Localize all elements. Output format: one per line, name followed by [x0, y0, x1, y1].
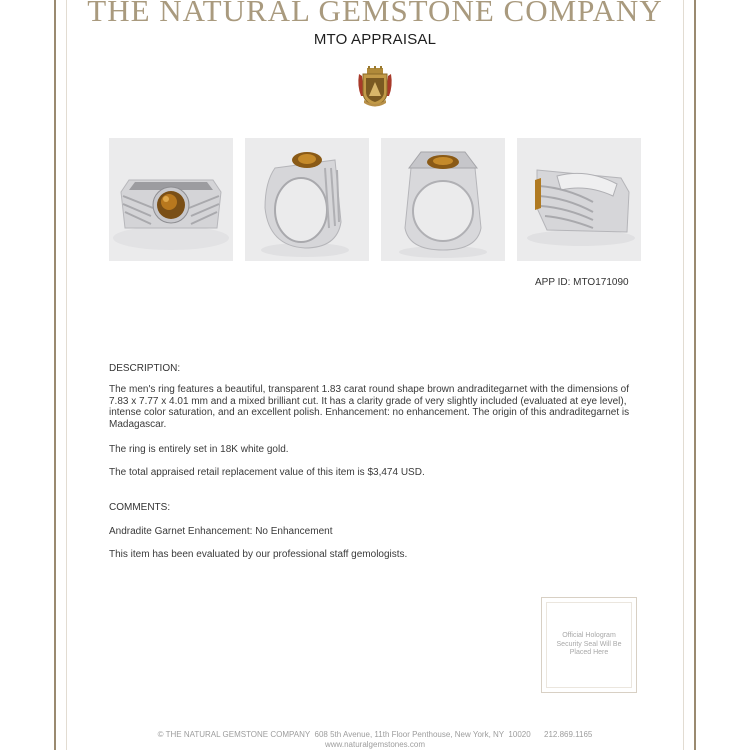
hologram-seal-text: Official Hologram Security Seal Will Be Placed Here: [546, 602, 632, 688]
page-border-outer-left: [54, 0, 56, 750]
appraisal-id: APP ID: MTO171090: [535, 277, 629, 288]
company-crest-icon: [356, 66, 394, 110]
hologram-seal-placeholder: [541, 597, 637, 693]
footer-address: © THE NATURAL GEMSTONE COMPANY 608 5th Avenue, 11th Floor Penthouse, New York, NY 10020 212.869.1165: [157, 730, 593, 739]
ring-profile-view-image[interactable]: [381, 138, 505, 261]
page-border-inner-left: [66, 0, 67, 750]
page-border-outer-right: [694, 0, 696, 750]
comments-heading: COMMENTS:: [109, 502, 171, 513]
page-border-inner-right: [683, 0, 684, 750]
footer-website-link[interactable]: www.naturalgemstones.com: [324, 740, 426, 749]
description-heading: DESCRIPTION:: [109, 363, 181, 374]
description-paragraph-value: The total appraised retail replacement value of this item is $3,474 USD.: [109, 467, 425, 478]
ring-side-view-image[interactable]: [517, 138, 641, 261]
ring-angled-side-view-image[interactable]: [245, 138, 369, 261]
brand-title: THE NATURAL GEMSTONE COMPANY: [87, 0, 663, 28]
document-subtitle: MTO APPRAISAL: [313, 31, 437, 48]
comment-evaluation: This item has been evaluated by our professional staff gemologists.: [109, 549, 408, 560]
description-paragraph-stone: The men's ring features a beautiful, transparent 1.83 carat round shape brown andraditegarnet with the dimensions of 7.83 x 7.77 x 4.01 mm and a mixed brilliant cut. It has a clarity grade of very slightly included (evaluated at eye level), intense color saturation, and an excellent polish. Enhancement: no enhancement. The origin of this andraditegarnet is Madagascar.: [109, 384, 630, 430]
comment-enhancement: Andradite Garnet Enhancement: No Enhancement: [109, 526, 333, 537]
description-paragraph-metal: The ring is entirely set in 18K white gold.: [109, 444, 289, 455]
ring-front-view-image[interactable]: [109, 138, 233, 261]
